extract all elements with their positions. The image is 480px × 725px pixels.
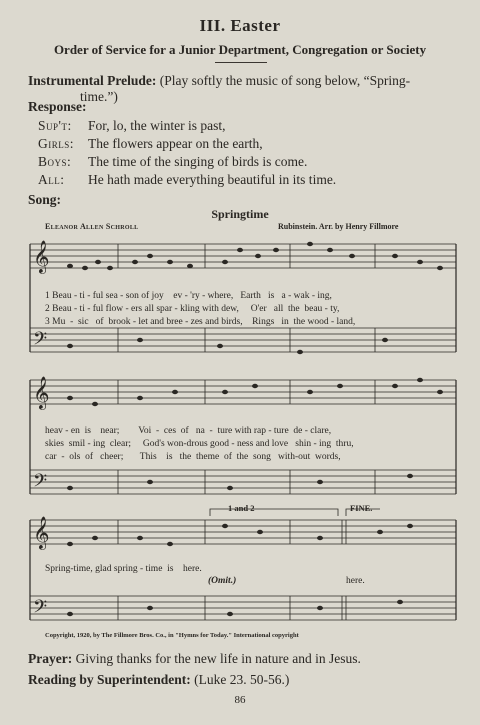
speaker: Girls: (38, 136, 75, 151)
svg-text:𝄢: 𝄢 (33, 329, 48, 354)
response-text: For, lo, the winter is past, (88, 118, 226, 133)
service-subheading: Order of Service for a Junior Department, Congregation or Society (53, 42, 427, 57)
svg-text:𝄢: 𝄢 (33, 471, 48, 496)
treble-staff-3 (30, 520, 456, 544)
hymn-title: Springtime (211, 207, 269, 221)
response-text: He hath made everything beautiful in its time. (88, 172, 337, 187)
prelude-label: Instrumental Prelude: (28, 73, 157, 88)
lyric-line: 2 Beau - ti - ful flow - ers all spar - kling with dew, O'er all the beau - ty, (45, 304, 340, 314)
copyright-notice: Copyright, 1920, by The Fillmore Bros. Co., in "Hymns for Today." International copyright (45, 632, 299, 639)
lyric-line: skies smil - ing clear; God's won-drous good - ness and love shin - ing thru, (45, 439, 354, 449)
treble-staff-2 (30, 380, 456, 404)
lyric-line: 3 Mu - sic of brook - let and bree - zes and birds, Rings in the wood - land, (45, 317, 356, 327)
svg-text:𝄞: 𝄞 (33, 240, 50, 273)
lyric-line: heav - en is near; Voi - ces of na - ture with rap - ture de - clare, (45, 426, 332, 436)
omit-label: (Omit.) (208, 576, 237, 586)
speaker: All: (38, 172, 65, 187)
bass-staff-2 (30, 470, 456, 494)
section-heading: III. Easter (199, 16, 281, 35)
prayer-label: Prayer: (28, 651, 73, 666)
bass-staff-1 (30, 328, 456, 352)
prelude-text-cont: time.”) (80, 89, 118, 104)
svg-text:𝄢: 𝄢 (33, 597, 48, 622)
svg-text:𝄞: 𝄞 (33, 516, 50, 549)
prayer-text: Giving thanks for the new life in nature and in Jesus. (75, 651, 361, 666)
svg-text:𝄞: 𝄞 (33, 376, 50, 409)
speaker: Boys: (38, 154, 72, 169)
speaker: Sup't: (38, 118, 72, 133)
prayer-line (28, 651, 361, 667)
response-text: The flowers appear on the earth, (88, 136, 263, 151)
hymn-composer: Rubinstein. Arr. by Henry Fillmore (278, 222, 399, 231)
bass-staff-3 (30, 596, 456, 620)
response-text: The time of the singing of birds is come. (88, 154, 308, 169)
reading-label: Reading by Superintendent: (28, 672, 191, 687)
reading-text: (Luke 23. 50-56.) (194, 672, 290, 687)
song-label: Song: (28, 192, 62, 207)
here-label: here. (346, 576, 365, 586)
lyric-line: car - ols of cheer; This is the theme of the song with-out words, (45, 452, 341, 462)
ending-label: 1 and 2 (228, 503, 255, 513)
page-number: 86 (234, 694, 246, 706)
lyric-line: 1 Beau - ti - ful sea - son of joy ev - 'ry - where, Earth is a - wak - ing, (45, 291, 332, 301)
hymn-author: Eleanor Allen Schroll (45, 222, 139, 231)
prelude-text: (Play softly the music of song below, “Spring- (159, 73, 411, 88)
response-label: Response: (28, 99, 87, 114)
fine-label: FINE. (350, 503, 373, 513)
reading-line (28, 672, 289, 688)
lyric-line: Spring-time, glad spring - time is here. (45, 564, 202, 574)
